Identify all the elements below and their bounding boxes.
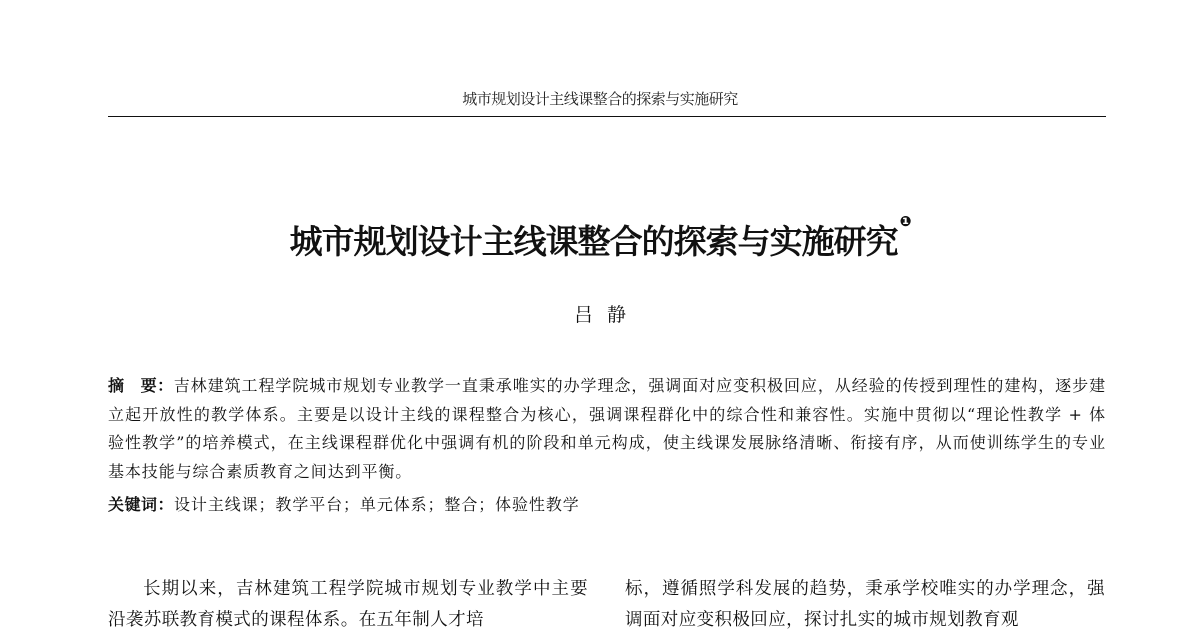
abstract-label-char-2: 要： <box>140 376 174 395</box>
paper-title-text: 城市规划设计主线课整合的探索与实施研究 <box>289 222 898 261</box>
abstract-text: 吉林建筑工程学院城市规划专业教学一直秉承唯实的办学理念，强调面对应变积极回应，从经验的传授到理性的建构，逐步建立起开放性的教学体系。主要是以设计主线的课程整合为核心，强调课程群化中的综合性和兼容性。实施中贯彻以“理论性教学 + 体验性教学”的培养模式，在主线课程群优化中强调有机的阶段和单元构成，使主线课发展脉络清晰、衔接有序，从而使训练学生的专业基本技能与综合素质教育之间达到平衡。 <box>108 376 1106 481</box>
header-rule <box>108 116 1106 117</box>
body-column-right: 标，遵循照学科发展的趋势，秉承学校唯实的办学理念，强调面对应变积极回应，探讨扎实的城市规划教育观 <box>625 579 1105 630</box>
paper-title <box>0 216 1200 263</box>
keywords <box>108 491 1106 519</box>
running-header: 城市规划设计主线课整合的探索与实施研究 <box>462 90 738 108</box>
body-column-left: 长期以来，吉林建筑工程学院城市规划专业教学中主要沿袭苏联教育模式的课程体系。在五年制人才培 <box>108 579 588 630</box>
author-name: 吕静 <box>573 304 640 326</box>
keywords-label: 关键词： <box>108 495 175 514</box>
title-footnote-mark[interactable]: ❶ <box>899 214 911 230</box>
keywords-text: 设计主线课；教学平台；单元体系；整合；体验性教学 <box>174 495 580 514</box>
abstract-label-char-1: 摘 <box>108 376 125 395</box>
abstract <box>108 372 1106 486</box>
abstract-label <box>108 376 174 395</box>
